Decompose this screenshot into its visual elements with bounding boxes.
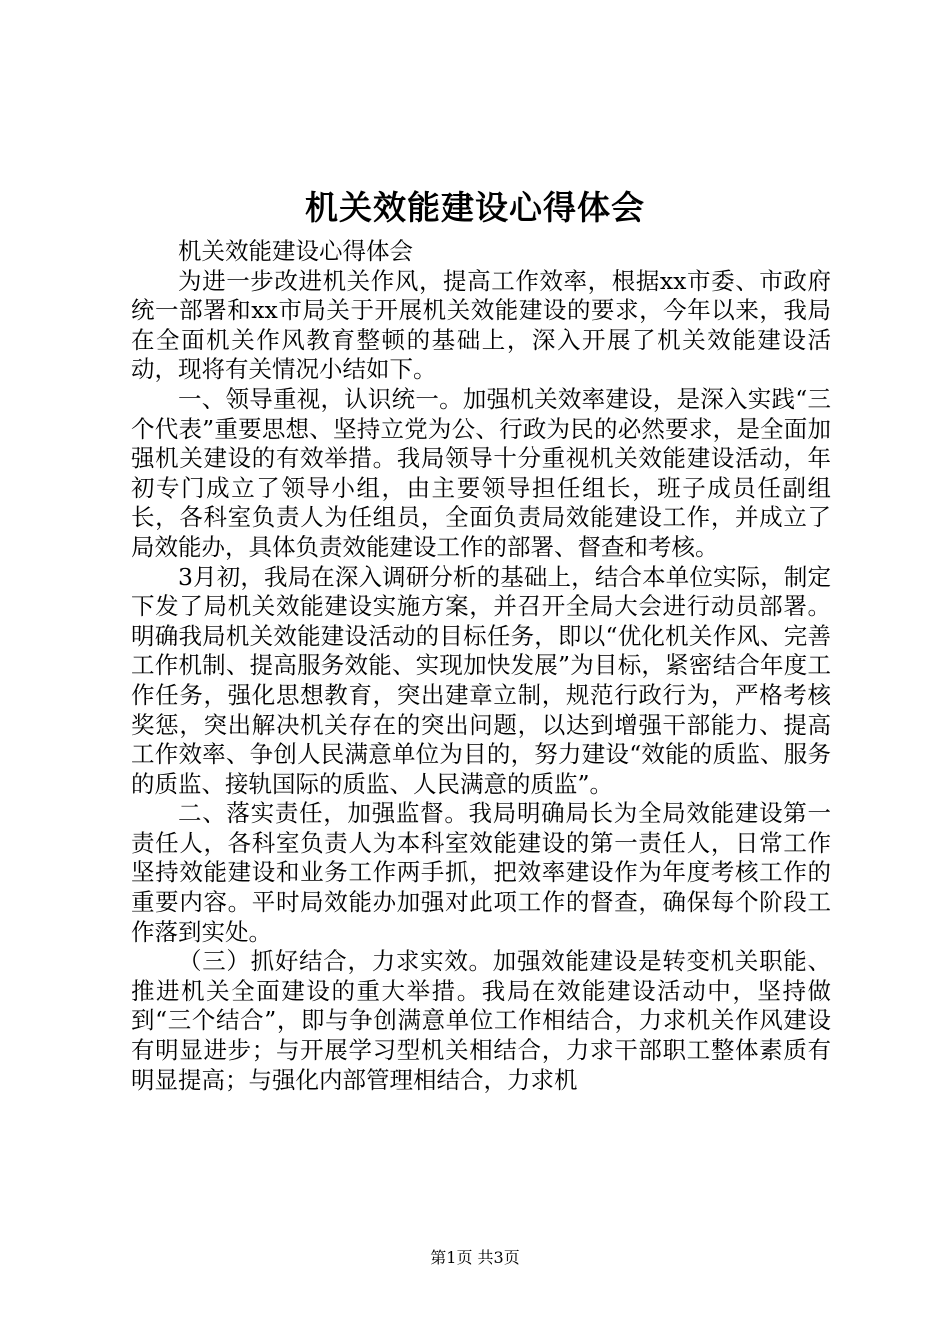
paragraph-section-2: 二、落实责任，加强监督。我局明确局长为全局效能建设第一责任人，各科室负责人为本科室效能建设的第一责任人，日常工作坚持效能建设和业务工作两手抓，把效率建设作为年度考核工作的重要内容。平时局效能办加强对此项工作的督查，确保每个阶段工作落到实处。 — [131, 799, 831, 946]
paragraph-march: 3月初，我局在深入调研分析的基础上，结合本单位实际，制定下发了局机关效能建设实施方案，并召开全局大会进行动员部署。明确我局机关效能建设活动的目标任务，即以“优化机关作风、完善工作机制、提高服务效能、实现加快发展”为目标，紧密结合年度工作任务，强化思想教育，突出建章立制，规范行政行为，严格考核奖惩，突出解决机关存在的突出问题，以达到增强干部能力、提高工作效率、争创人民满意单位为目的，努力建设“效能的质监、服务的质监、接轨国际的质监、人民满意的质监”。 — [131, 562, 831, 798]
document-body — [131, 237, 831, 1095]
page-number-footer: 第1页 共3页 — [430, 1248, 520, 1267]
paragraph-section-3: （三）抓好结合，力求实效。加强效能建设是转变机关职能、推进机关全面建设的重大举措。我局在效能建设活动中，坚持做到“三个结合”，即与争创满意单位工作相结合，力求机关作风建设有明显进步；与开展学习型机关相结合，力求干部职工整体素质有明显提高；与强化内部管理相结合，力求机 — [131, 947, 831, 1094]
document-title: 机关效能建设心得体会 — [305, 188, 645, 227]
paragraph-intro: 为进一步改进机关作风，提高工作效率，根据xx市委、市政府统一部署和xx市局关于开展机关效能建设的要求，今年以来，我局在全面机关作风教育整顿的基础上，深入开展了机关效能建设活动，现将有关情况小结如下。 — [131, 266, 831, 384]
paragraph-subtitle: 机关效能建设心得体会 — [178, 237, 413, 265]
paragraph-section-1: 一、领导重视，认识统一。加强机关效率建设，是深入实践“三个代表”重要思想、坚持立党为公、行政为民的必然要求，是全面加强机关建设的有效举措。我局领导十分重视机关效能建设活动，年初专门成立了领导小组，由主要领导担任组长，班子成员任副组长，各科室负责人为任组员，全面负责局效能建设工作，并成立了局效能办，具体负责效能建设工作的部署、督查和考核。 — [131, 384, 831, 561]
